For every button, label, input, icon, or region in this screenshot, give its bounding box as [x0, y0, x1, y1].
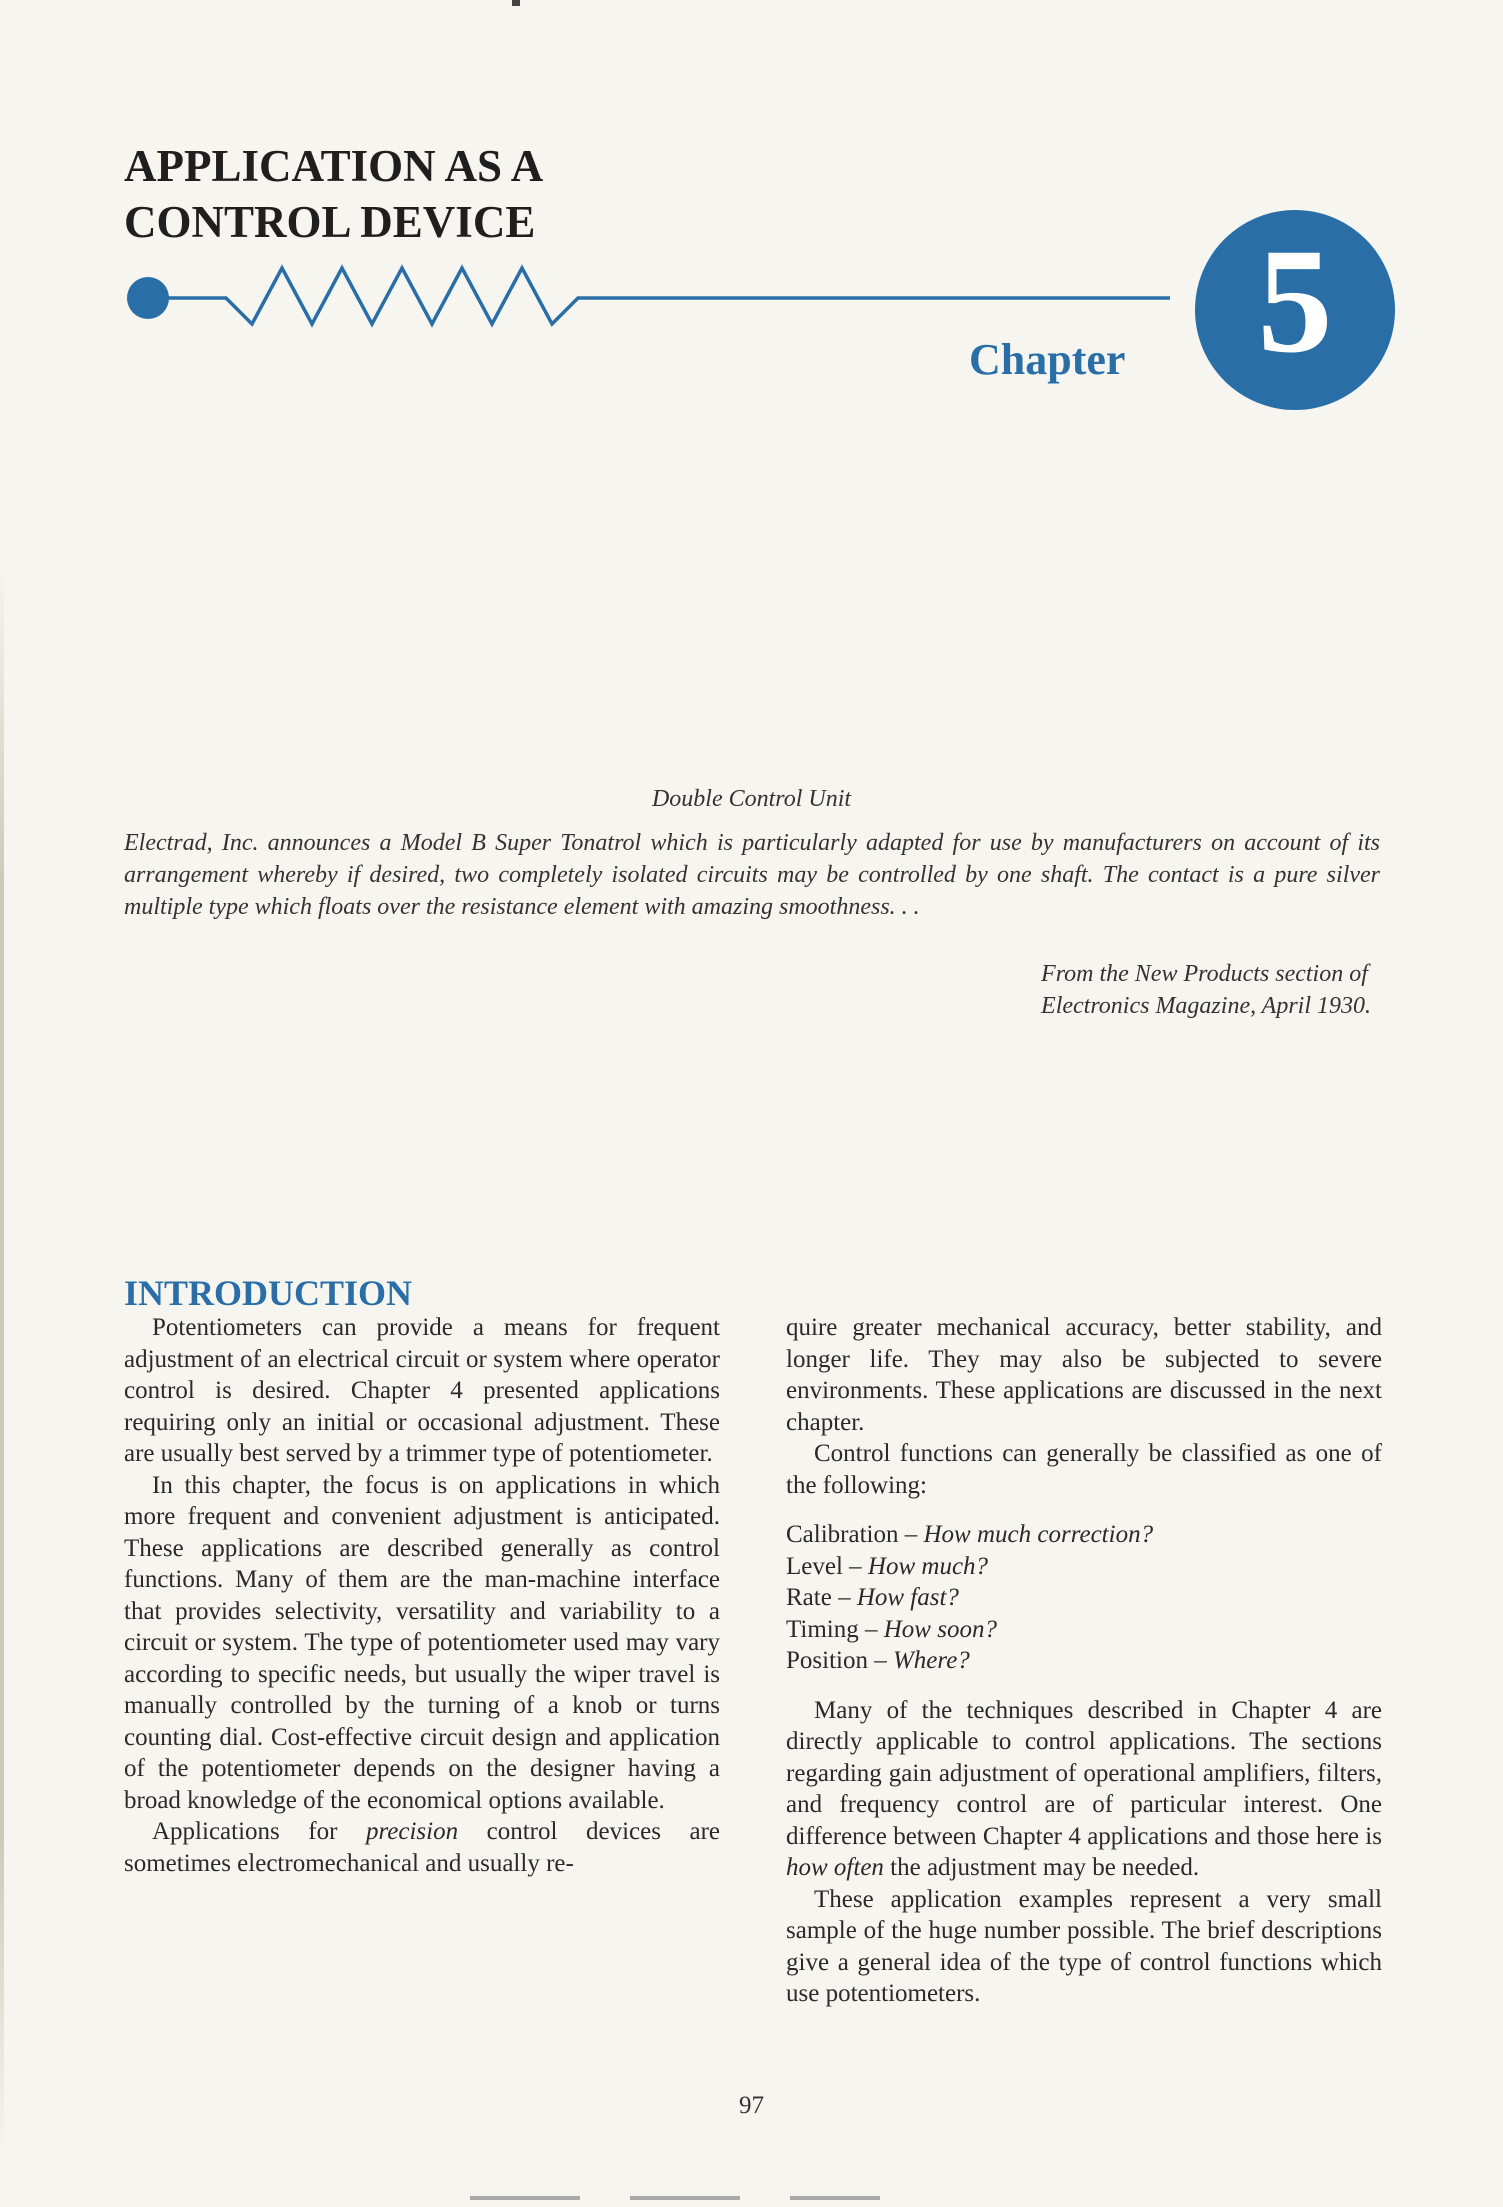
paragraph-5: Many of the techniques described in Chapter 4 are directly applicable to control applications. The sections regarding gain adjustment of operational amplifiers, filters, and frequency control are of particular interest. One difference between Chapter 4 applications and those here is how often the adjustment may be needed. [786, 1696, 1382, 1881]
epigraph-body: Electrad, Inc. announces a Model B Super Tonatrol which is particularly adapted for use by manufacturers on account of its arrangement whereby if desired, two completely isolated circuits may be controlled by one shaft. The contact is a pure silver multiple type which floats over the resistance element with amazing smoothness. . . [124, 830, 1380, 920]
bottom-edge-mark [790, 2196, 880, 2200]
list-item: Calibration – How much correction? [786, 1521, 1154, 1548]
paragraph-3 [124, 1816, 720, 1879]
page-number: 97 [739, 2092, 764, 2119]
paragraph-3-continued: quire greater mechanical accuracy, better stability, and longer life. They may also be subjected to severe environments. These applications are discussed in the next chapter. [786, 1314, 1382, 1436]
paragraph-3-emphasis: precision [365, 1818, 459, 1845]
chapter-title-line2: CONTROL DEVICE [124, 197, 536, 248]
bottom-edge-mark [630, 2196, 740, 2200]
paragraph-1: Potentiometers can provide a means for frequent adjustment of an electrical circuit or system where operator control is desired. Chapter 4 presented applications requiring only an initial or occasional adjustment. These are usually best served by a trimmer type of potentiometer. [124, 1314, 720, 1467]
epigraph-title: Double Control Unit [651, 786, 852, 812]
list-item: Rate – How fast? [786, 1584, 959, 1611]
chapter-title-line1: APPLICATION AS A [124, 141, 544, 191]
chapter-number: 5 [1257, 218, 1333, 384]
chapter-label: Chapter [969, 335, 1126, 384]
list-item: Position – Where? [786, 1647, 970, 1674]
paragraph-2: In this chapter, the focus is on applications in which more frequent and convenient adjustment is anticipated. These applications are described generally as control functions. Many of them are the man-machine interface that provides selectivity, versatility and variability to a circuit or system. The type of potentiometer used may vary according to specific needs, but usually the wiper travel is manually controlled by the turning of a knob or turns counting dial. Cost-effective circuit design and application of the potentiometer depends on the designer having a broad knowledge of the economical options available. [124, 1471, 720, 1814]
resistor-zigzag-icon [148, 268, 1170, 324]
paragraph-4: Control functions can generally be classified as one of the following: [786, 1440, 1382, 1499]
epigraph-source [1041, 958, 1371, 1022]
control-functions-list [786, 1519, 1382, 1677]
paragraph-5-emphasis: how often [786, 1854, 884, 1881]
list-item: Level – How much? [786, 1552, 989, 1580]
left-column [124, 1312, 720, 1879]
bottom-edge-mark [470, 2196, 580, 2200]
paragraph-3-text-end: control devices are sometimes electromechanical and usually re- [124, 1818, 720, 1877]
list-item: Timing – How soon? [786, 1615, 997, 1643]
paragraph-3-text: Applications for [152, 1818, 366, 1845]
right-column [786, 1312, 1382, 2010]
section-heading-introduction: INTRODUCTION [124, 1273, 413, 1313]
epigraph-source-line2: Electronics Magazine, April 1930. [1041, 993, 1371, 1019]
epigraph-source-line1: From the New Products section of [1041, 961, 1368, 987]
paragraph-6: These application examples represent a very small sample of the huge number possible. The brief descriptions give a general idea of the type of control functions which use potentiometers. [786, 1885, 1382, 2007]
